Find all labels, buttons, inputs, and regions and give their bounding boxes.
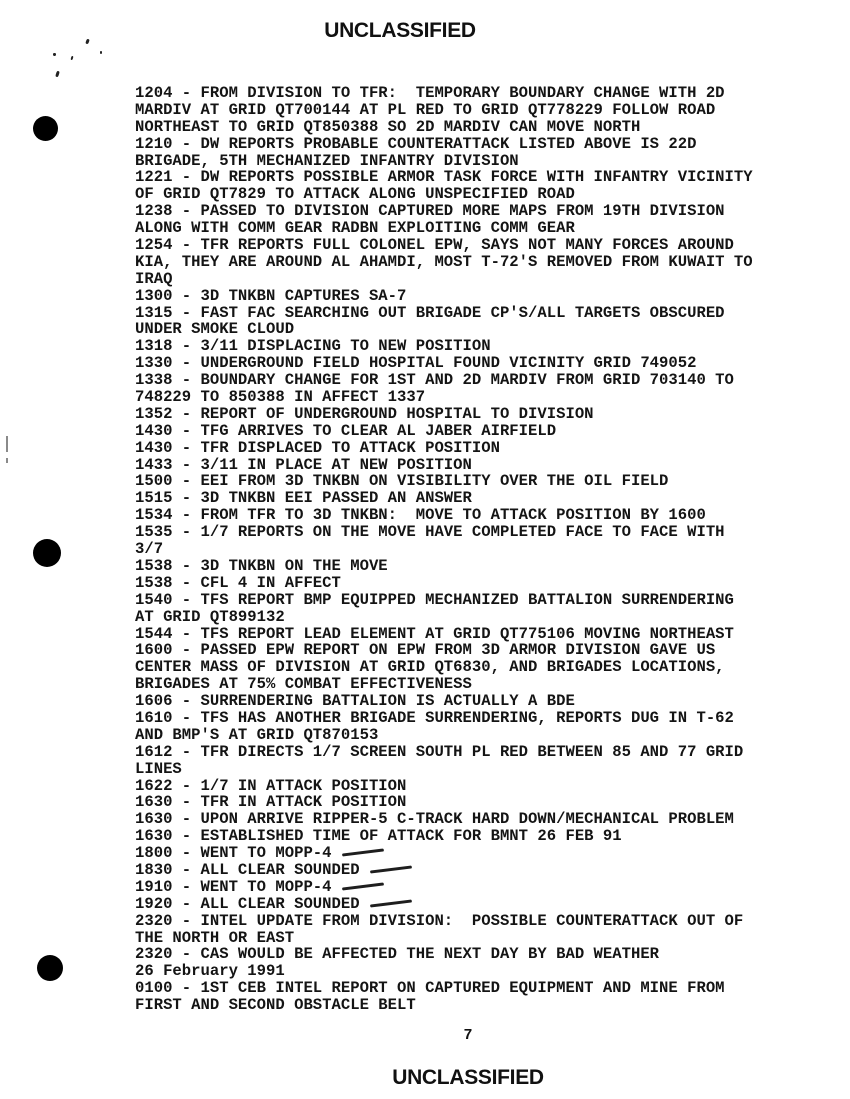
log-line-text: 1238 - PASSED TO DIVISION CAPTURED MORE MAPS FROM 19TH DIVISION: [135, 202, 725, 221]
log-line: [135, 980, 815, 997]
log-line: [135, 896, 815, 913]
log-line: [135, 119, 815, 136]
log-line: [135, 744, 815, 761]
log-line: [135, 338, 815, 355]
log-line-text: KIA, THEY ARE AROUND AL AHAMDI, MOST T-72'S REMOVED FROM KUWAIT TO: [135, 252, 753, 271]
handwritten-stroke-mark: [341, 849, 383, 857]
log-line-text: 1430 - TFR DISPLACED TO ATTACK POSITION: [135, 438, 500, 457]
log-line: [135, 541, 815, 558]
log-line: [135, 186, 815, 203]
log-line-text: 1606 - SURRENDERING BATTALION IS ACTUALLY A BDE: [135, 692, 575, 711]
log-line: [135, 457, 815, 474]
log-line: [135, 558, 815, 575]
log-line-text: 1318 - 3/11 DISPLACING TO NEW POSITION: [135, 337, 491, 356]
log-line-text: 1204 - FROM DIVISION TO TFR: TEMPORARY BOUNDARY CHANGE WITH 2D: [135, 84, 725, 102]
log-line-text: 1610 - TFS HAS ANOTHER BRIGADE SURRENDERING, REPORTS DUG IN T-62: [135, 708, 734, 727]
log-line-text: ALONG WITH COMM GEAR RADBN EXPLOITING COMM GEAR: [135, 219, 575, 238]
log-line: [135, 575, 815, 592]
hole-punch-mark-bottom: [37, 955, 63, 981]
log-line-text: 748229 TO 850388 IN AFFECT 1337: [135, 388, 426, 407]
log-line: [135, 642, 815, 659]
log-line: [135, 913, 815, 930]
log-line: [135, 136, 815, 153]
log-line: [135, 220, 815, 237]
log-line-text: 1622 - 1/7 IN ATTACK POSITION: [135, 776, 407, 795]
log-line: [135, 778, 815, 795]
log-line: [135, 609, 815, 626]
log-line: [135, 592, 815, 609]
log-line: [135, 237, 815, 254]
log-line-text: UNDER SMOKE CLOUD: [135, 320, 295, 339]
log-line-text: BRIGADE, 5TH MECHANIZED INFANTRY DIVISION: [135, 151, 519, 170]
log-line-text: 1330 - UNDERGROUND FIELD HOSPITAL FOUND VICINITY GRID 749052: [135, 354, 697, 373]
log-line-text: 1535 - 1/7 REPORTS ON THE MOVE HAVE COMPLETED FACE TO FACE WITH: [135, 523, 725, 542]
log-line: [135, 423, 815, 440]
log-line-text: 1544 - TFS REPORT LEAD ELEMENT AT GRID QT775106 MOVING NORTHEAST: [135, 624, 734, 643]
hole-punch-mark-middle: [33, 539, 61, 567]
log-line-text: 1515 - 3D TNKBN EEI PASSED AN ANSWER: [135, 489, 472, 508]
log-line-text: 1538 - CFL 4 IN AFFECT: [135, 573, 341, 592]
log-line-text: 2320 - INTEL UPDATE FROM DIVISION: POSSIBLE COUNTERATTACK OUT OF: [135, 911, 744, 930]
log-line: [135, 794, 815, 811]
log-line: [135, 659, 815, 676]
log-line: [135, 828, 815, 845]
hole-punch-mark-top: [33, 116, 58, 141]
log-line: [135, 710, 815, 727]
log-line-text: 1300 - 3D TNKBN CAPTURES SA-7: [135, 286, 407, 305]
log-line-text: 1630 - TFR IN ATTACK POSITION: [135, 793, 407, 812]
pen-speck: [53, 53, 56, 56]
log-line-text: THE NORTH OR EAST: [135, 928, 295, 947]
log-line-text: 1800 - WENT TO MOPP-4: [135, 844, 332, 863]
pen-speck: [55, 71, 60, 78]
log-line-text: 1221 - DW REPORTS POSSIBLE ARMOR TASK FORCE WITH INFANTRY VICINITY: [135, 168, 753, 187]
log-line: [135, 761, 815, 778]
log-line: [135, 811, 815, 828]
log-line: [135, 845, 815, 862]
log-line-text: 1433 - 3/11 IN PLACE AT NEW POSITION: [135, 455, 472, 474]
log-line: [135, 490, 815, 507]
log-line: [135, 473, 815, 490]
log-line-text: 1630 - ESTABLISHED TIME OF ATTACK FOR BMNT 26 FEB 91: [135, 827, 622, 846]
log-line: [135, 288, 815, 305]
log-line-text: 1338 - BOUNDARY CHANGE FOR 1ST AND 2D MARDIV FROM GRID 703140 TO: [135, 371, 734, 390]
pen-speck: [71, 56, 74, 60]
log-line-text: 26 February 1991: [135, 962, 285, 981]
log-line: [135, 153, 815, 170]
log-line-text: 1612 - TFR DIRECTS 1/7 SCREEN SOUTH PL RED BETWEEN 85 AND 77 GRID: [135, 742, 744, 761]
log-line: [135, 997, 815, 1014]
log-line: [135, 963, 815, 980]
log-line-text: 0100 - 1ST CEB INTEL REPORT ON CAPTURED EQUIPMENT AND MINE FROM: [135, 979, 725, 998]
log-line: [135, 102, 815, 119]
header-classification-banner: UNCLASSIFIED: [324, 19, 476, 42]
log-line: [135, 305, 815, 322]
log-line: [135, 271, 815, 288]
handwritten-stroke-mark: [370, 899, 412, 907]
log-line-text: 1210 - DW REPORTS PROBABLE COUNTERATTACK LISTED ABOVE IS 22D: [135, 134, 697, 153]
log-line: [135, 693, 815, 710]
log-line-text: 1540 - TFS REPORT BMP EQUIPPED MECHANIZED BATTALION SURRENDERING: [135, 590, 734, 609]
log-line-text: BRIGADES AT 75% COMBAT EFFECTIVENESS: [135, 675, 472, 694]
log-line: [135, 372, 815, 389]
log-line: [135, 507, 815, 524]
log-line-text: CENTER MASS OF DIVISION AT GRID QT6830, AND BRIGADES LOCATIONS,: [135, 658, 725, 677]
log-line: [135, 727, 815, 744]
pen-speck: [85, 39, 90, 45]
log-line: [135, 355, 815, 372]
log-line-text: MARDIV AT GRID QT700144 AT PL RED TO GRID QT778229 FOLLOW ROAD: [135, 100, 716, 119]
footer-classification-banner: UNCLASSIFIED: [392, 1066, 544, 1089]
log-line-text: 1910 - WENT TO MOPP-4: [135, 877, 332, 896]
log-line-text: 1430 - TFG ARRIVES TO CLEAR AL JABER AIRFIELD: [135, 421, 557, 440]
log-line: [135, 676, 815, 693]
log-line-text: 1630 - UPON ARRIVE RIPPER-5 C-TRACK HARD DOWN/MECHANICAL PROBLEM: [135, 810, 734, 829]
log-line-text: AT GRID QT899132: [135, 607, 285, 626]
log-line-text: 1538 - 3D TNKBN ON THE MOVE: [135, 556, 388, 575]
log-line-text: 3/7: [135, 540, 164, 559]
log-line: [135, 862, 815, 879]
log-line-text: 1830 - ALL CLEAR SOUNDED: [135, 860, 360, 879]
log-line-text: 1920 - ALL CLEAR SOUNDED: [135, 894, 360, 913]
log-line: [135, 321, 815, 338]
log-line-text: 2320 - CAS WOULD BE AFFECTED THE NEXT DAY BY BAD WEATHER: [135, 945, 660, 964]
log-line-text: 1352 - REPORT OF UNDERGROUND HOSPITAL TO DIVISION: [135, 404, 594, 423]
log-line: [135, 440, 815, 457]
log-line: [135, 169, 815, 186]
log-line-text: 1254 - TFR REPORTS FULL COLONEL EPW, SAYS NOT MANY FORCES AROUND: [135, 236, 734, 255]
log-line-text: AND BMP'S AT GRID QT870153: [135, 725, 379, 744]
log-line-text: 1500 - EEI FROM 3D TNKBN ON VISIBILITY OVER THE OIL FIELD: [135, 472, 669, 491]
log-line-text: OF GRID QT7829 TO ATTACK ALONG UNSPECIFIED ROAD: [135, 185, 575, 204]
log-line-text: NORTHEAST TO GRID QT850388 SO 2D MARDIV CAN MOVE NORTH: [135, 117, 641, 136]
log-line-text: 1534 - FROM TFR TO 3D TNKBN: MOVE TO ATTACK POSITION BY 1600: [135, 506, 706, 525]
log-line-text: FIRST AND SECOND OBSTACLE BELT: [135, 996, 416, 1015]
log-line-text: LINES: [135, 759, 182, 778]
log-line: [135, 254, 815, 271]
log-line: [135, 930, 815, 947]
log-line: [135, 946, 815, 963]
log-line: [135, 389, 815, 406]
log-line: [135, 203, 815, 220]
margin-tick-mark: [6, 458, 8, 463]
log-line-text: 1315 - FAST FAC SEARCHING OUT BRIGADE CP'S/ALL TARGETS OBSCURED: [135, 303, 725, 322]
log-line: [135, 879, 815, 896]
handwritten-stroke-mark: [370, 865, 412, 873]
log-text: [135, 85, 815, 1014]
pen-speck: [100, 51, 102, 54]
log-line-text: 1600 - PASSED EPW REPORT ON EPW FROM 3D ARMOR DIVISION GAVE US: [135, 641, 716, 660]
log-line-text: IRAQ: [135, 269, 173, 288]
page-number: 7: [463, 1027, 473, 1044]
log-line: [135, 406, 815, 423]
log-line: [135, 85, 815, 102]
handwritten-stroke-mark: [341, 882, 383, 890]
log-line: [135, 626, 815, 643]
log-line: [135, 524, 815, 541]
margin-tick-mark: [6, 436, 8, 452]
